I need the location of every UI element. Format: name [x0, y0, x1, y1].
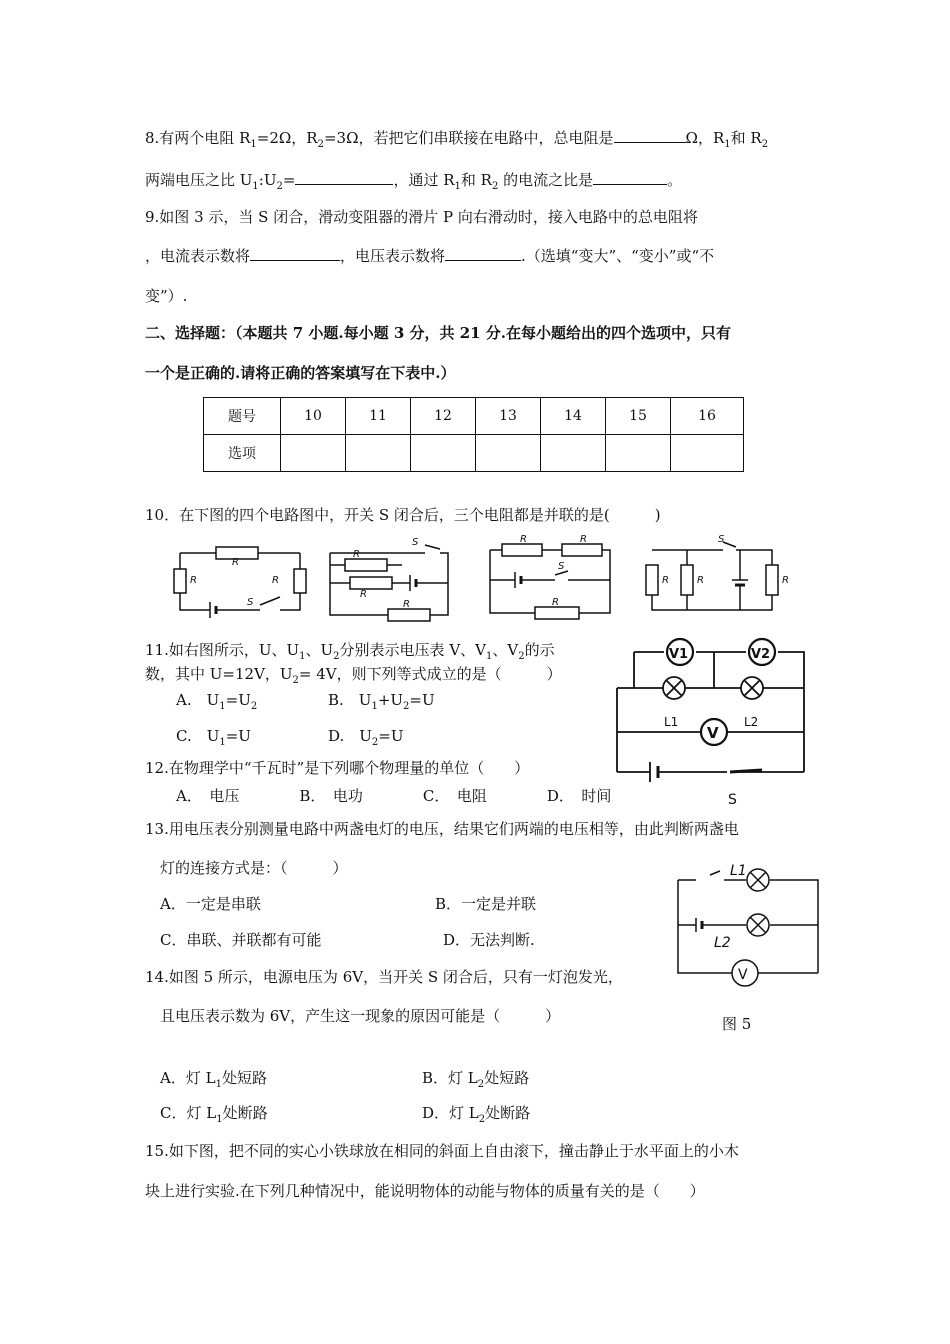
circuit-c-label-s: S — [558, 561, 565, 572]
circuit-b-label-r3: R — [403, 599, 410, 610]
answer-table-row-numbers — [204, 398, 744, 435]
circuit-b-label-r1: R — [353, 549, 360, 560]
q12-question: 12.在物理学中“千瓦时”是下列哪个物理量的单位（ ） — [145, 759, 530, 777]
table-cell: 15 — [606, 398, 671, 435]
answer-cell-13[interactable] — [476, 435, 541, 472]
q10-circuit-diagrams — [170, 535, 810, 625]
table-cell: 题号 — [204, 398, 281, 435]
q15-line2: 块上进行实验.在下列几种情况中，能说明物体的动能与物体的质量有关的是（ ） — [145, 1182, 705, 1200]
circuit-a-label-r3: R — [272, 575, 279, 586]
fig5-lamp-l1-label: L1 — [730, 863, 747, 879]
q8-line1: 8.有两个电阻 $R_1=2\Omega$，$R_2=3\Omega$，若把它们串联接在电路中，总电阻是 Ω，$R_1$和 $R_2$ — [145, 129, 769, 150]
circuit-b — [330, 545, 448, 621]
circuit-c-label-r3: R — [552, 597, 559, 608]
circuit-b-label-s: S — [412, 537, 419, 548]
q11-option-d[interactable]: D. $U_2=U$ — [328, 727, 404, 748]
q14-option-c[interactable]: C．灯 $L_1$处断路 — [160, 1104, 268, 1125]
table-cell: 选项 — [204, 435, 281, 472]
answer-cell-16[interactable] — [671, 435, 744, 472]
q13-line1: 13.用电压表分别测量电路中两盏电灯的电压，结果它们两端的电压相等，由此判断两盏电 — [145, 820, 739, 838]
q13-option-c[interactable]: C．串联、并联都有可能 — [160, 931, 322, 949]
circuit-b-label-r2: R — [360, 589, 367, 600]
voltmeter-v-label: V — [707, 724, 719, 742]
figure-5-circuit — [672, 855, 822, 1005]
section2-heading-cont: 一个是正确的.请将正确的答案填写在下表中.） — [145, 364, 456, 382]
q14-line2: 且电压表示数为 6V，产生这一现象的原因可能是（ ） — [160, 1007, 561, 1025]
figure-5-caption: 图 5 — [722, 1015, 752, 1033]
switch-s-label: S — [728, 792, 737, 808]
circuit-a-label-r1: R — [232, 557, 239, 568]
table-cell: 13 — [476, 398, 541, 435]
q11-circuit-figure — [612, 640, 812, 810]
voltmeter-v2-label: V2 — [751, 647, 771, 662]
q13-option-b[interactable]: B．一定是并联 — [435, 895, 537, 913]
q11-option-a[interactable]: A. $U_1=U_2$ — [176, 691, 258, 712]
answer-cell-15[interactable] — [606, 435, 671, 472]
q9-line3: 变”）. — [145, 287, 188, 305]
q12-options[interactable]: A． 电压 B． 电功 C． 电阻 D． 时间 — [176, 787, 612, 805]
q11-option-b[interactable]: B. $U_1+U_2=U$ — [328, 691, 435, 712]
table-cell: 10 — [281, 398, 346, 435]
circuit-c — [490, 544, 610, 619]
q9-blank-current[interactable] — [250, 246, 340, 261]
q14-option-b[interactable]: B．灯 $L_2$处短路 — [422, 1069, 530, 1090]
q8-blank-voltage-ratio[interactable] — [295, 170, 393, 185]
circuit-a-label-r2: R — [190, 575, 197, 586]
answer-cell-14[interactable] — [541, 435, 606, 472]
answer-cell-11[interactable] — [346, 435, 411, 472]
circuit-d-label-r2: R — [697, 575, 704, 586]
fig5-voltmeter-label: V — [738, 967, 748, 983]
circuit-c-label-r1: R — [520, 534, 527, 545]
voltmeter-v1-label: V1 — [669, 647, 689, 662]
fig5-lamp-l2-label: L2 — [714, 935, 731, 951]
q14-line1: 14.如图 5 所示，电源电压为 6V，当开关 S 闭合后，只有一灯泡发光， — [145, 968, 623, 986]
answer-cell-10[interactable] — [281, 435, 346, 472]
q10-question: 10．在下图的四个电路图中，开关 S 闭合后，三个电阻都是并联的是( ) — [145, 506, 661, 524]
q9-line2: ，电流表示数将 ，电压表示数将 .（选填“变大”、“变小”或“不 — [145, 247, 715, 265]
circuit-d-label-s: S — [718, 534, 725, 545]
q14-option-d[interactable]: D．灯 $L_2$处断路 — [422, 1104, 531, 1125]
lamp-l1-label: L1 — [664, 715, 679, 729]
circuit-d-label-r3: R — [782, 575, 789, 586]
circuit-a-label-s: S — [247, 597, 254, 608]
q8-blank-total-resistance[interactable] — [614, 128, 686, 143]
section2-heading: 二、选择题：（本题共 7 小题.每小题 3 分，共 21 分.在每小题给出的四个选项中，只有 — [145, 324, 732, 342]
answer-cell-12[interactable] — [411, 435, 476, 472]
q8-blank-current-ratio[interactable] — [593, 170, 667, 185]
q9-blank-voltage[interactable] — [445, 246, 521, 261]
q11-line1: 11.如右图所示，U、$U_1$、$U_2$分别表示电压表 V、$V_1$、$V_2$的示 — [145, 641, 555, 662]
circuit-d-label-r1: R — [662, 575, 669, 586]
q9-line1: 9.如图 3 示，当 S 闭合，滑动变阻器的滑片 P 向右滑动时，接入电路中的总电阻将 — [145, 208, 698, 226]
q14-option-a[interactable]: A．灯 $L_1$处短路 — [160, 1069, 267, 1090]
q13-option-a[interactable]: A．一定是串联 — [160, 895, 261, 913]
table-cell: 12 — [411, 398, 476, 435]
table-cell: 16 — [671, 398, 744, 435]
circuit-c-label-r2: R — [580, 534, 587, 545]
answer-table — [203, 397, 744, 472]
q13-line2: 灯的连接方式是：（ ） — [160, 859, 348, 877]
q11-line2: 数，其中 U=12V，$U_2= 4V$，则下列等式成立的是（ ） — [145, 665, 562, 686]
table-cell: 11 — [346, 398, 411, 435]
lamp-l2-label: L2 — [744, 715, 759, 729]
answer-table-row-options — [204, 435, 744, 472]
table-cell: 14 — [541, 398, 606, 435]
q15-line1: 15.如下图，把不同的实心小铁球放在相同的斜面上自由滚下，撞击静止于水平面上的小木 — [145, 1142, 739, 1160]
q11-option-c[interactable]: C. $U_1=U$ — [176, 727, 251, 748]
q13-option-d[interactable]: D．无法判断. — [443, 931, 535, 949]
q8-line2: 两端电压之比 $U_1:U_2=$ ，通过 $R_1$和 $R_2$ 的电流之比是 。 — [145, 171, 683, 192]
